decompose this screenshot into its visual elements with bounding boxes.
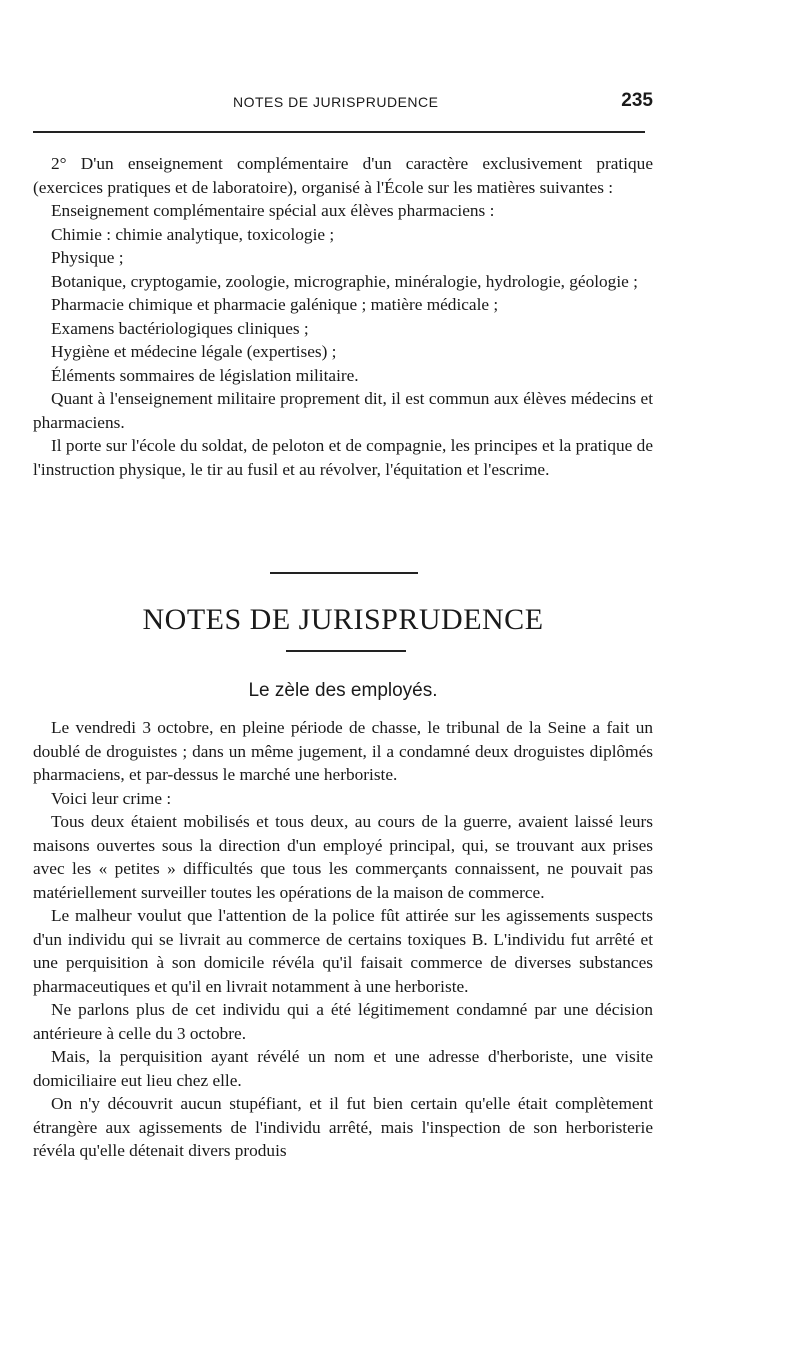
header-rule	[33, 131, 645, 133]
paragraph: Tous deux étaient mobilisés et tous deux, au cours de la guerre, avaient laissé leurs maisons ouvertes sous la direction d'un employé principal, qui, se trouvant aux prises avec les « petites » difficultés que tous les commerçants connaissent, ne pouvait pas matériellement surveiller toutes les opérations de la maison de commerce.	[33, 812, 653, 902]
paragraph: Physique ;	[51, 248, 124, 267]
paragraph: Examens bactériologiques cliniques ;	[51, 318, 309, 338]
section-rule-top	[270, 572, 418, 574]
paragraph: 2° D'un enseignement complémentaire d'un caractère exclusivement pratique (exercices pratiques et de laboratoire), organisé à l'École sur les matières suivantes :	[33, 154, 653, 197]
continuation-text	[33, 152, 653, 481]
paragraph: Pharmacie chimique et pharmacie galénique ; matière médicale ;	[51, 295, 499, 314]
paragraph: Il porte sur l'école du soldat, de peloton et de compagnie, les principes et la pratique de l'instruction physique, le tir au fusil et au révolver, l'équitation et l'escrime.	[33, 436, 653, 479]
running-title: NOTES DE JURISPRUDENCE	[233, 94, 439, 110]
paragraph: Voici leur crime :	[51, 788, 172, 808]
paragraph: Éléments sommaires de législation militaire.	[51, 365, 359, 385]
paragraph: Botanique, cryptogamie, zoologie, micrographie, minéralogie, hydrologie, géologie ;	[51, 271, 638, 291]
paragraph: Chimie : chimie analytique, toxicologie ;	[51, 224, 335, 244]
paragraph: Hygiène et médecine légale (expertises) ;	[51, 342, 337, 361]
paragraph: Mais, la perquisition ayant révélé un nom et une adresse d'herboriste, une visite domiciliaire eut lieu chez elle.	[33, 1047, 653, 1090]
paragraph: Le malheur voulut que l'attention de la police fût attirée sur les agissements suspects d'un individu qui se livrait au commerce de certains toxiques B. L'individu fut arrêté et une perquisition à son domicile révéla qu'il faisait commerce de diverses substances pharmaceutiques et qu'il en livrait notamment à une herboriste.	[33, 906, 653, 996]
section-title: NOTES DE JURISPRUDENCE	[142, 603, 544, 636]
section-rule-bottom	[286, 650, 406, 652]
article-subtitle: Le zèle des employés.	[248, 680, 438, 701]
paragraph: Enseignement complémentaire spécial aux élèves pharmaciens :	[51, 201, 495, 220]
article-body	[33, 716, 653, 1163]
running-header	[33, 90, 653, 118]
page-number: 235	[621, 90, 653, 111]
paragraph: On n'y découvrit aucun stupéfiant, et il fut bien certain qu'elle était complètement étrangère aux agissements de l'individu arrêté, mais l'inspection de son herboristerie révéla qu'elle détenait divers produis	[33, 1094, 653, 1160]
paragraph: Quant à l'enseignement militaire proprement dit, il est commun aux élèves médecins et pharmaciens.	[33, 389, 653, 432]
paragraph: Le vendredi 3 octobre, en pleine période de chasse, le tribunal de la Seine a fait un doublé de droguistes ; dans un même jugement, il a condamné deux droguistes diplômés pharmaciens, et par-dessus le marché une herboriste.	[33, 718, 653, 784]
paragraph: Ne parlons plus de cet individu qui a été légitimement condamné par une décision antérieure à celle du 3 octobre.	[33, 1000, 653, 1043]
